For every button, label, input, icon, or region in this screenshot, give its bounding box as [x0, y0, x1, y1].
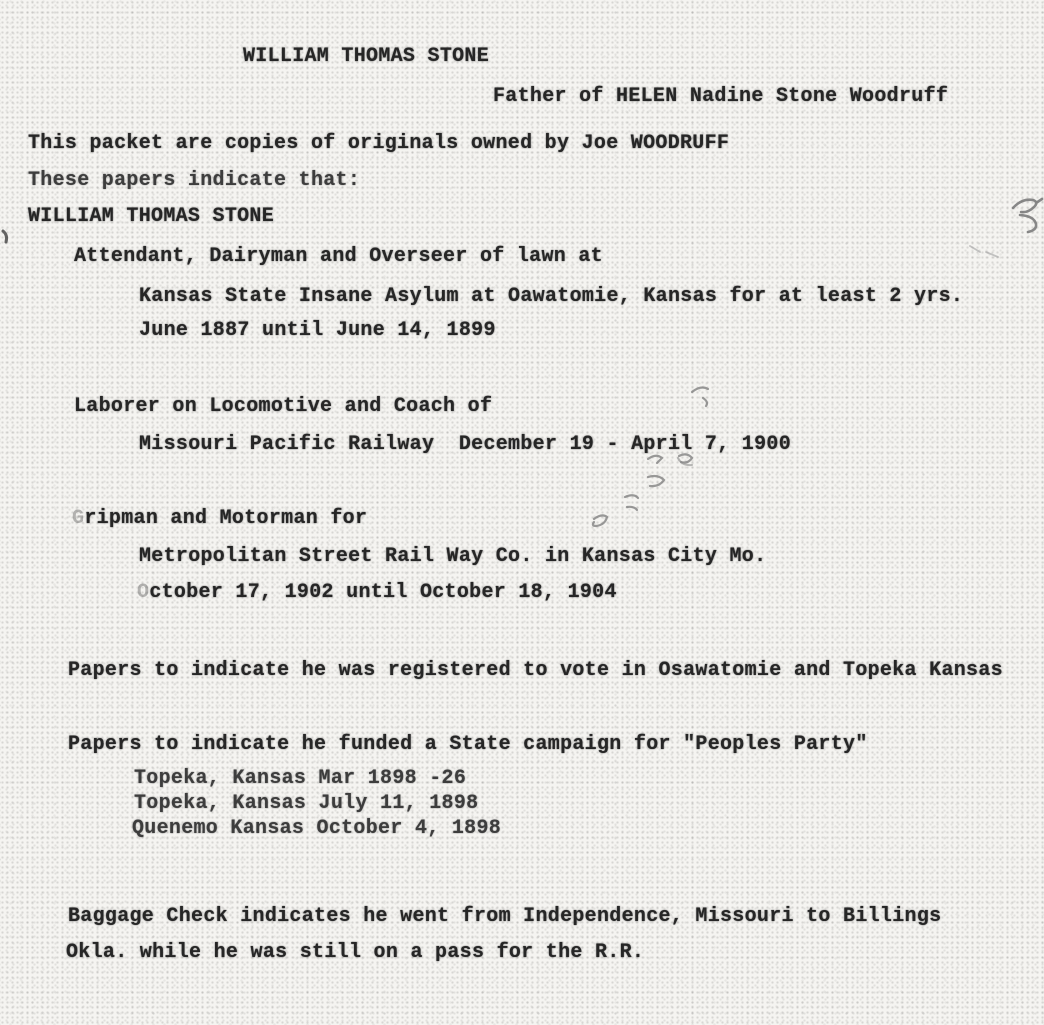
intro-subject-name: WILLIAM THOMAS STONE	[28, 205, 275, 228]
section-campaign-detail-topeka-july: Topeka, Kansas July 11, 1898	[134, 792, 479, 815]
document-subtitle: Father of HELEN Nadine Stone Woodruff	[493, 85, 949, 108]
left-edge-speck	[3, 231, 7, 242]
pencil-smudge-right-margin	[1013, 199, 1042, 232]
section-campaign-heading: Papers to indicate he funded a State campaign for "Peoples Party"	[68, 733, 868, 756]
section-laborer-detail-railway: Missouri Pacific Railway December 19 - April 7, 1900	[139, 433, 792, 456]
section-baggage-heading: Baggage Check indicates he went from Independence, Missouri to Billings	[68, 905, 942, 928]
intro-papers-indicate: These papers indicate that:	[28, 169, 361, 192]
section-attendant-detail-dates: June 1887 until June 14, 1899	[139, 319, 496, 342]
section-laborer-heading: Laborer on Locomotive and Coach of	[74, 395, 493, 418]
section-attendant-heading: Attendant, Dairyman and Overseer of lawn at	[74, 245, 603, 268]
section-gripman-detail-company: Metropolitan Street Rail Way Co. in Kansas City Mo.	[139, 545, 767, 568]
section-gripman-heading: Gripman and Motorman for	[72, 507, 368, 530]
pencil-smudge-midpage	[593, 388, 708, 526]
section-campaign-detail-topeka-mar: Topeka, Kansas Mar 1898 -26	[134, 767, 467, 790]
section-attendant-detail-asylum: Kansas State Insane Asylum at Oawatomie, Kansas for at least 2 yrs.	[139, 285, 964, 308]
section-campaign-detail-quenemo: Quenemo Kansas October 4, 1898	[132, 817, 502, 840]
pencil-curl-under-april	[678, 458, 692, 465]
section-voter-registration-heading: Papers to indicate he was registered to vote in Osawatomie and Topeka Kansas	[68, 659, 1003, 682]
document-title: WILLIAM THOMAS STONE	[243, 45, 490, 68]
faint-scratch	[970, 246, 998, 257]
intro-packet-note: This packet are copies of originals owned by Joe WOODRUFF	[28, 132, 730, 155]
section-baggage-continuation: Okla. while he was still on a pass for the R.R.	[66, 941, 645, 964]
section-gripman-detail-dates: October 17, 1902 until October 18, 1904	[137, 581, 617, 604]
